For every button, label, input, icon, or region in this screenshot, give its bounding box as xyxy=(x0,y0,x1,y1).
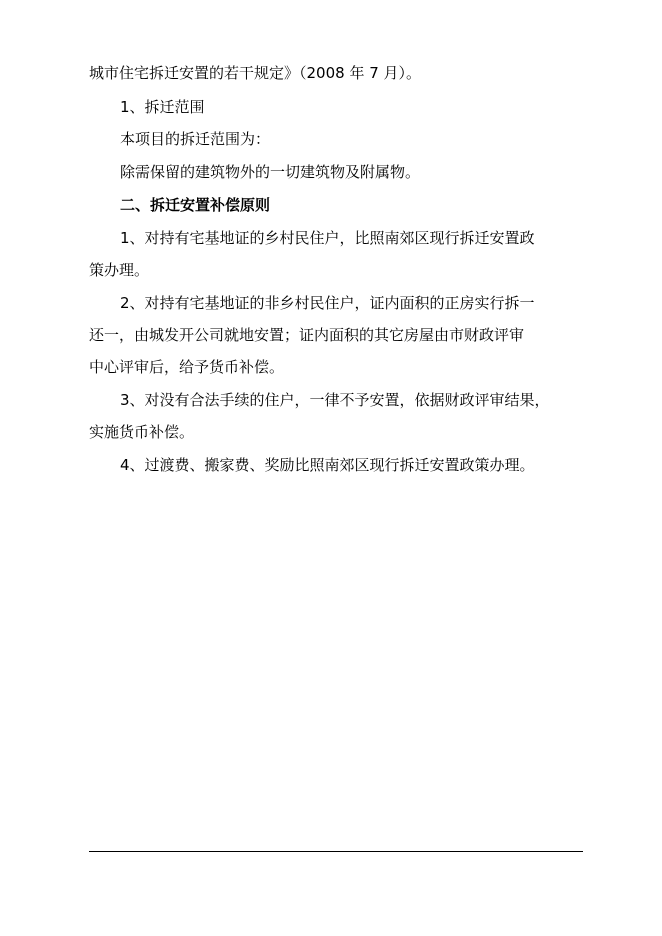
section1-line2: 除需保留的建筑物外的一切建筑物及附属物。 xyxy=(120,163,421,181)
section2-item2-line1: 2、对持有宅基地证的非乡村民住户，证内面积的正房实行拆一 xyxy=(120,294,535,312)
footer-rule xyxy=(89,851,583,852)
section2-item1-line1: 1、对持有宅基地证的乡村民住户，比照南郊区现行拆迁安置政 xyxy=(120,229,535,247)
section2-heading: 二、拆迁安置补偿原则 xyxy=(120,196,271,214)
intro-tail-line: 城市住宅拆迁安置的若干规定》（2008 年 7 月）。 xyxy=(89,64,422,82)
section2-item1-line2: 策办理。 xyxy=(89,261,150,279)
section2-item2-line2: 还一，由城发开公司就地安置；证内面积的其它房屋由市财政评审 xyxy=(89,326,525,344)
section2-item2-line3: 中心评审后，给予货币补偿。 xyxy=(89,358,285,376)
section2-item4-line1: 4、过渡费、搬家费、奖励比照南郊区现行拆迁安置政策办理。 xyxy=(120,456,535,474)
section2-item3-line1: 3、对没有合法手续的住户，一律不予安置，依据财政评审结果， xyxy=(120,391,550,409)
section2-item3-line2: 实施货币补偿。 xyxy=(89,423,195,441)
section1-line1: 本项目的拆迁范围为： xyxy=(120,130,271,148)
section1-heading: 1、拆迁范围 xyxy=(120,98,205,116)
